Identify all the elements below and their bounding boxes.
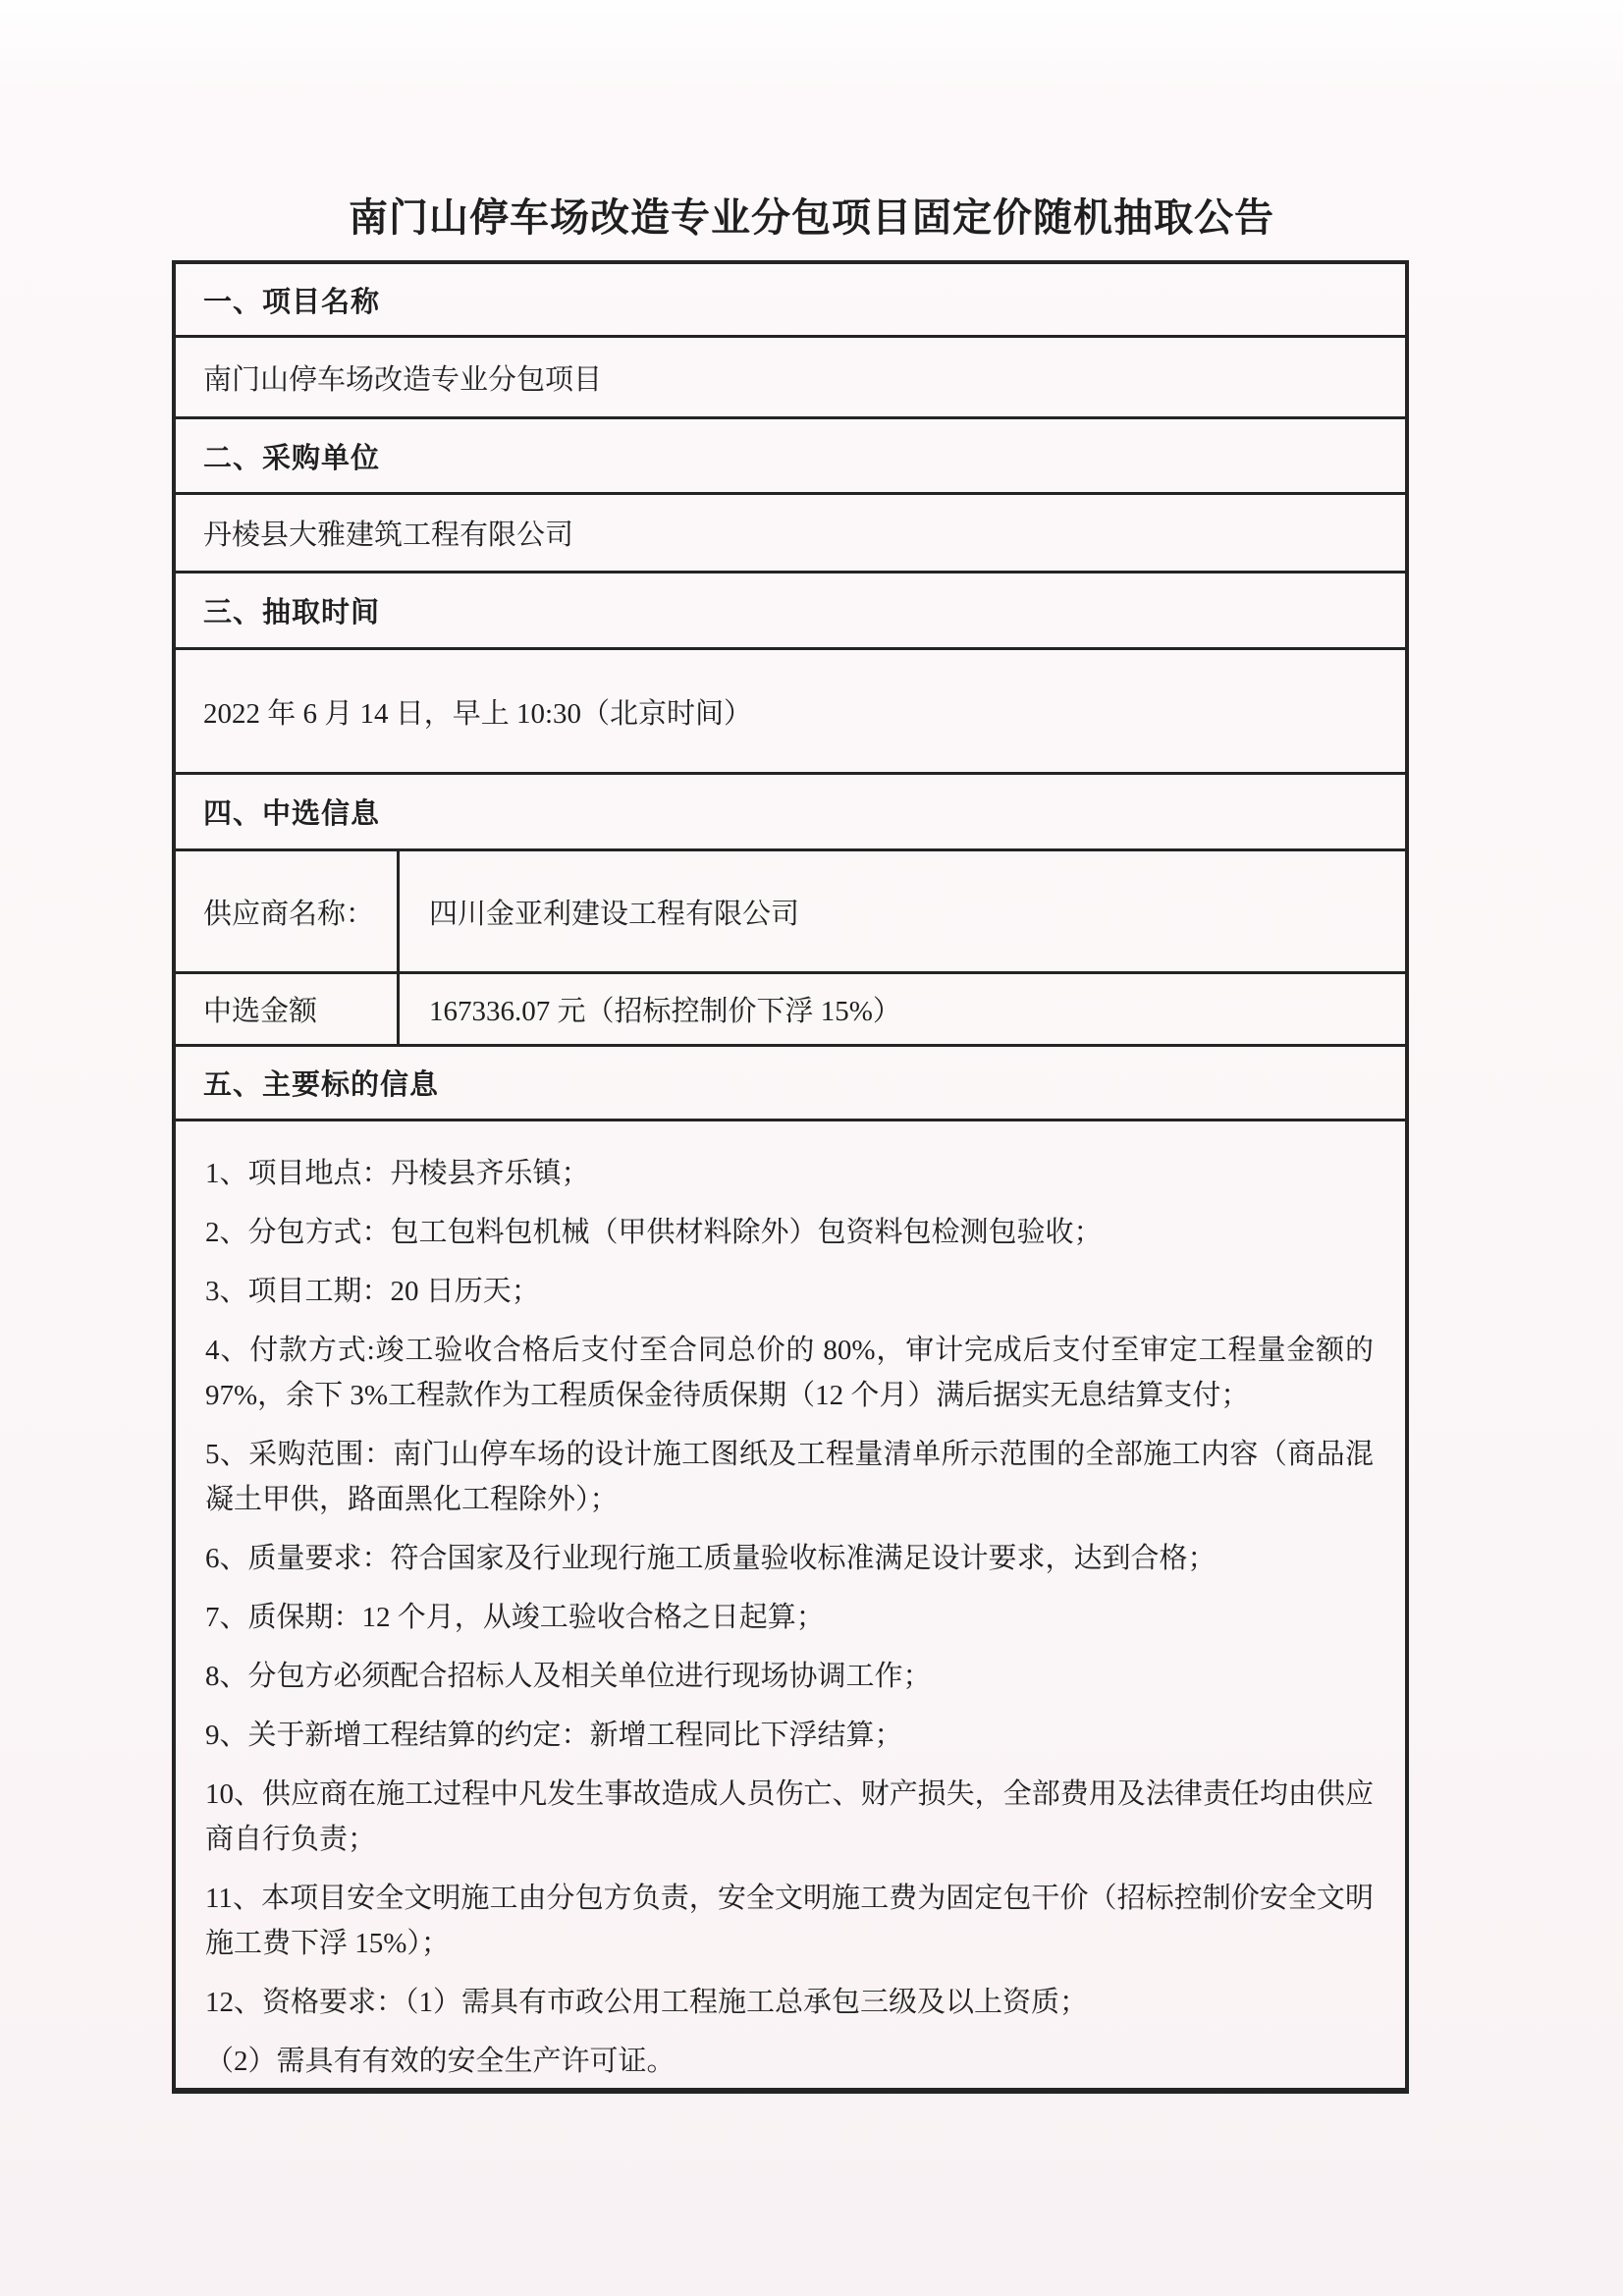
section-1-header: 一、项目名称 xyxy=(176,264,1405,338)
detail-item-3: 3、项目工期：20 日历天； xyxy=(205,1276,540,1307)
section-2-header: 二、采购单位 xyxy=(176,419,1405,495)
purchaser-value: 丹棱县大雅建筑工程有限公司 xyxy=(176,495,1405,574)
announcement-table xyxy=(172,260,1409,2094)
detail-item-8: 8、分包方必须配合招标人及相关单位进行现场协调工作； xyxy=(205,1661,932,1692)
section-5-header: 五、主要标的信息 xyxy=(176,1047,1405,1121)
detail-item-5: 5、采购范围：南门山停车场的设计施工图纸及工程量清单所示范围的全部施工内容（商品混凝土甲供，路面黑化工程除外）； xyxy=(205,1439,1374,1515)
supplier-name-label: 供应商名称： xyxy=(176,851,400,971)
project-name-value: 南门山停车场改造专业分包项目 xyxy=(176,338,1405,419)
draw-time-value: 2022 年 6 月 14 日，早上 10:30（北京时间） xyxy=(176,650,1405,775)
detail-item-12b: （2）需具有有效的安全生产许可证。 xyxy=(205,2046,676,2077)
detail-item-4: 4、付款方式:竣工验收合格后支付至合同总价的 80%，审计完成后支付至审定工程量金额的 97%，余下 3%工程款作为工程质保金待质保期（12 个月）满后据实无息结算支付； xyxy=(205,1335,1374,1411)
selected-amount-value: 167336.07 元（招标控制价下浮 15%） xyxy=(429,996,901,1027)
detail-item-7: 7、质保期：12 个月，从竣工验收合格之日起算； xyxy=(205,1602,825,1633)
detail-item-6: 6、质量要求：符合国家及行业现行施工质量验收标准满足设计要求，达到合格； xyxy=(205,1543,1217,1574)
selected-amount-row xyxy=(176,974,1405,1047)
detail-item-1: 1、项目地点：丹棱县齐乐镇； xyxy=(205,1158,590,1189)
detail-item-10: 10、供应商在施工过程中凡发生事故造成人员伤亡、财产损失，全部费用及法律责任均由供应商自行负责； xyxy=(205,1778,1374,1855)
page-title: 南门山停车场改造专业分包项目固定价随机抽取公告 xyxy=(349,195,1274,240)
main-details-cell xyxy=(176,1121,1405,2098)
supplier-name-value: 四川金亚利建设工程有限公司 xyxy=(429,898,800,930)
detail-item-11: 11、本项目安全文明施工由分包方负责，安全文明施工费为固定包干价（招标控制价安全文明施工费下浮 15%）； xyxy=(205,1883,1374,1959)
section-4-header: 四、中选信息 xyxy=(176,775,1405,851)
selected-amount-label: 中选金额 xyxy=(176,974,400,1044)
detail-item-12: 12、资格要求：（1）需具有市政公用工程施工总承包三级及以上资质； xyxy=(205,1987,1089,2018)
detail-item-2: 2、分包方式：包工包料包机械（甲供材料除外）包资料包检测包验收； xyxy=(205,1217,1103,1248)
section-3-header: 三、抽取时间 xyxy=(176,574,1405,650)
detail-item-9: 9、关于新增工程结算的约定：新增工程同比下浮结算； xyxy=(205,1720,903,1751)
supplier-row xyxy=(176,851,1405,974)
